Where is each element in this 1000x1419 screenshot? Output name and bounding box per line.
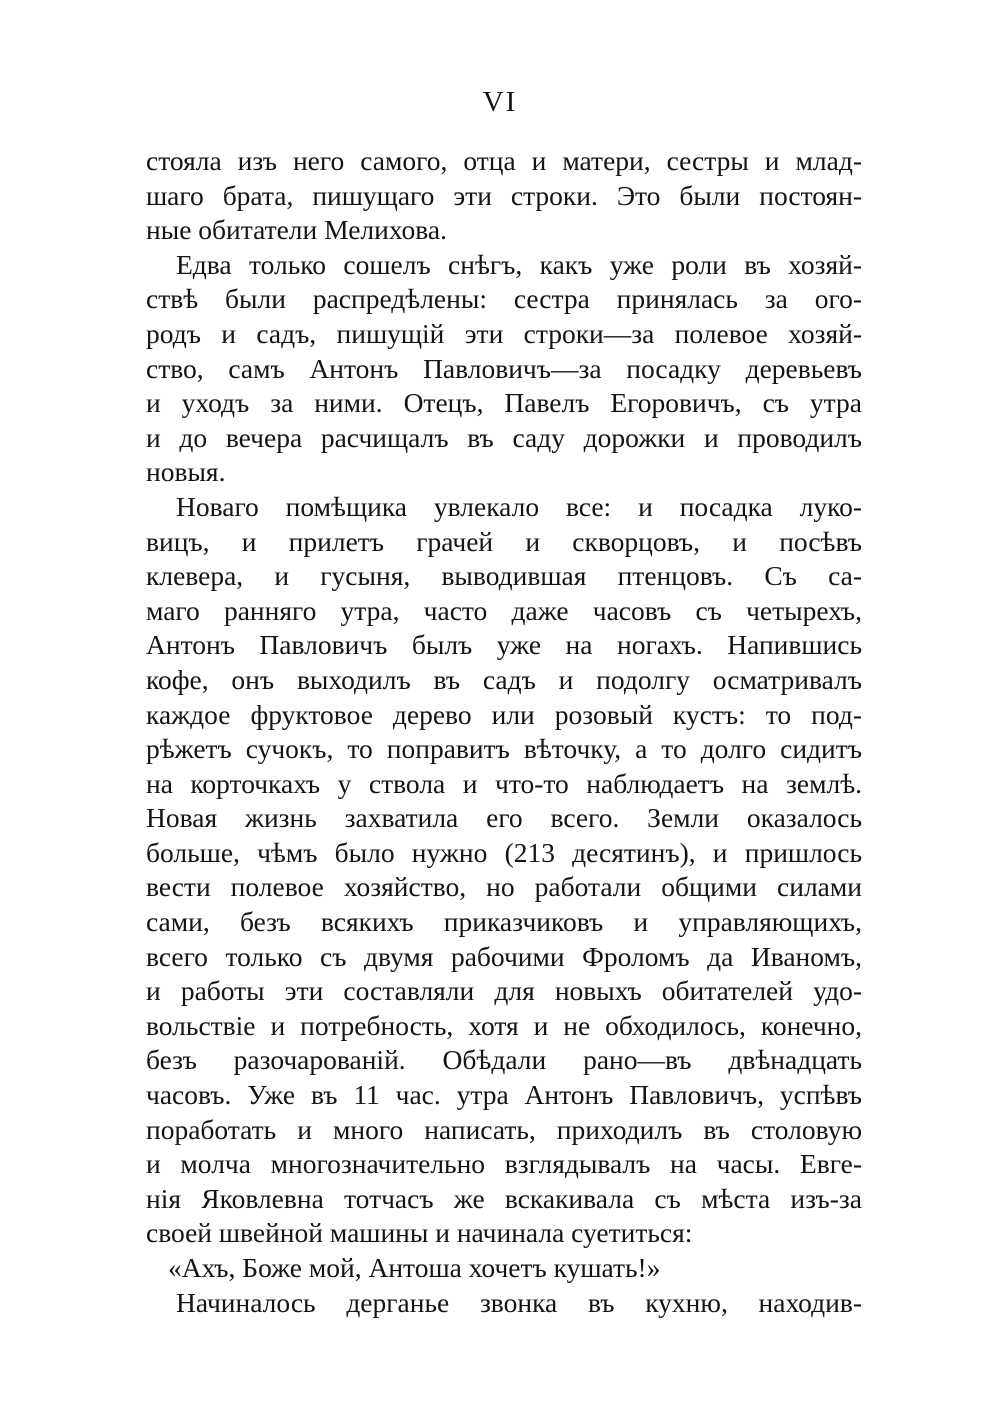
text-line: своей швейной машины и начинала суетиться: bbox=[146, 1217, 693, 1249]
text-line: всего только съ двумя рабочими Фроломъ да Иваномъ, bbox=[146, 940, 862, 972]
text-line: больше, чѣмъ было нужно (213 десятинъ), и пришлось bbox=[146, 836, 862, 868]
text-line: часовъ. Уже въ 11 час. утра Антонъ Павловичъ, успѣвъ bbox=[146, 1079, 862, 1111]
text-line: клевера, и гусыня, выводившая птенцовъ. Съ са- bbox=[146, 560, 862, 592]
text-line: рѣжетъ сучокъ, то поправитъ вѣточку, а то долго сидитъ bbox=[146, 733, 862, 765]
text-line: Новая жизнь захватила его всего. Земли оказалось bbox=[146, 802, 862, 834]
text-line: каждое фруктовое дерево или розовый кустъ: то под- bbox=[146, 698, 862, 730]
text-line: вицъ, и прилетъ грачей и скворцовъ, и посѣвъ bbox=[146, 525, 862, 557]
text-line: на корточкахъ у ствола и что-то наблюдаетъ на землѣ. bbox=[146, 767, 862, 799]
text-line: кофе, онъ выходилъ въ садъ и подолгу осматривалъ bbox=[146, 663, 862, 695]
text-line: безъ разочарованій. Обѣдали рано—въ двѣнадцать bbox=[146, 1044, 862, 1076]
text-line: и до вечера расчищалъ въ саду дорожки и проводилъ bbox=[146, 421, 862, 453]
text-line: ные обитатели Мелихова. bbox=[146, 214, 448, 246]
text-line: стояла изъ него самого, отца и матери, сестры и млад- bbox=[146, 145, 862, 176]
text-line: поработать и много написать, приходилъ въ столовую bbox=[146, 1113, 862, 1145]
text-line: новыя. bbox=[146, 456, 226, 488]
text-line: нія Яковлевна тотчасъ же вскакивала съ мѣста изъ-за bbox=[146, 1182, 862, 1214]
text-line: и молча многозначительно взглядывалъ на часы. Евге- bbox=[146, 1148, 862, 1180]
text-line: ство, самъ Антонъ Павловичъ—за посадку деревьевъ bbox=[146, 352, 862, 384]
text-line: Начиналось дерганье звонка въ кухню, находив- bbox=[176, 1286, 862, 1318]
text-line: вести полевое хозяйство, но работали общими силами bbox=[146, 871, 862, 903]
text-line: вольствіе и потребность, хотя и не обходилось, конечно, bbox=[146, 1009, 862, 1041]
text-line: родъ и садъ, пишущій эти строки—за полевое хозяй- bbox=[146, 317, 862, 349]
body-text bbox=[146, 144, 862, 1320]
text-line: Новаго помѣщика увлекало все: и посадка луко- bbox=[176, 490, 862, 522]
text-line: сами, безъ всякихъ приказчиковъ и управляющихъ, bbox=[146, 906, 862, 938]
text-line: маго ранняго утра, часто даже часовъ съ четырехъ, bbox=[146, 594, 862, 626]
text-line: «Ахъ, Боже мой, Антоша хочетъ кушать!» bbox=[168, 1252, 661, 1283]
text-line: и уходъ за ними. Отецъ, Павелъ Егоровичъ, съ утра bbox=[146, 387, 862, 419]
text-line: Антонъ Павловичъ былъ уже на ногахъ. Напившись bbox=[146, 629, 862, 661]
page-number: VI bbox=[482, 86, 518, 118]
text-line: ствѣ были распредѣлены: сестра принялась за ого- bbox=[146, 283, 862, 315]
text-line: шаго брата, пишущаго эти строки. Это были постоян- bbox=[146, 179, 862, 211]
text-line: Едва только сошелъ снѣгъ, какъ уже роли въ хозяй- bbox=[176, 248, 862, 280]
text-line: и работы эти составляли для новыхъ обитателей удо- bbox=[146, 975, 862, 1007]
